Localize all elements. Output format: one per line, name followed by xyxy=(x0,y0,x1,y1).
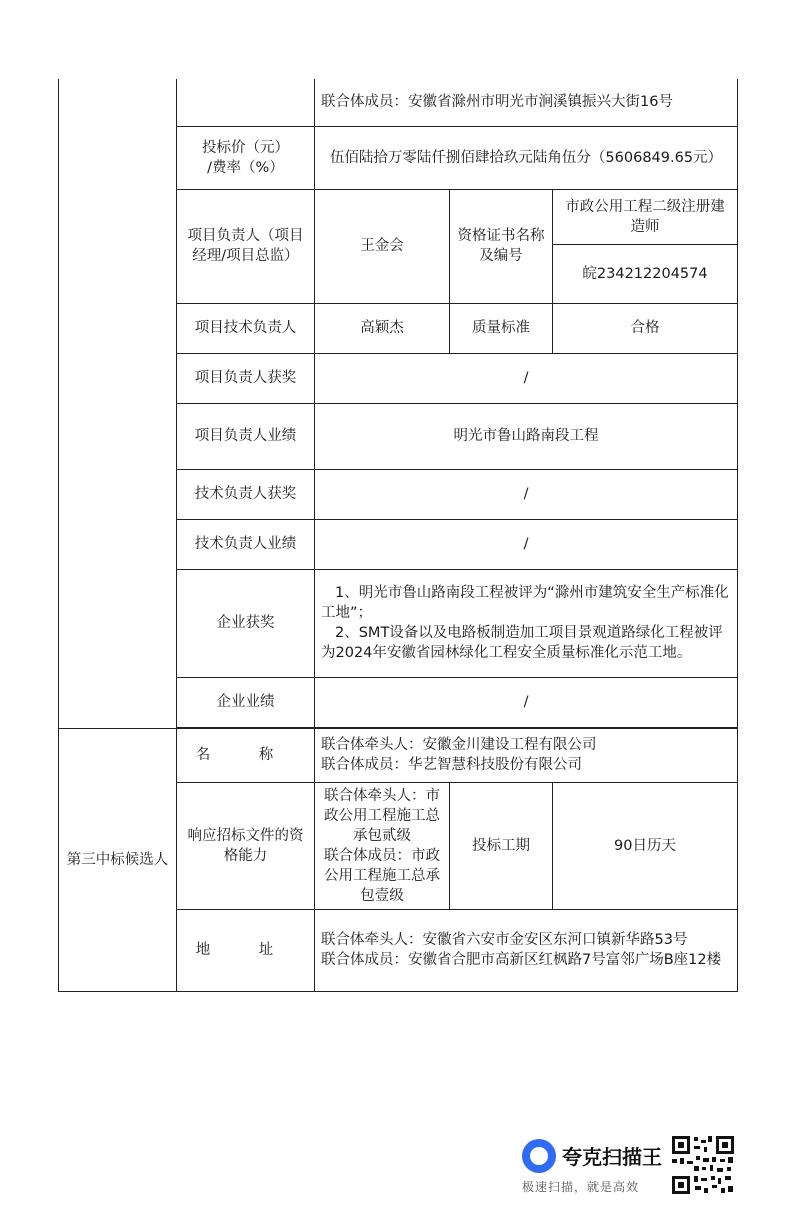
second-candidate-label-cell xyxy=(59,79,177,728)
qr-code-icon xyxy=(670,1134,736,1196)
address-value xyxy=(315,909,738,991)
enterprise-award-item: 1、明光市鲁山路南段工程被评为“滁州市建筑安全生产标准化工地”； xyxy=(321,585,729,621)
name-label: 名 称 xyxy=(177,728,315,782)
qualification-value: 联合体牵头人：市政公用工程施工总承包贰级 联合体成员：市政公用工程施工总承包壹级 xyxy=(315,782,450,909)
cert-label: 资格证书名称及编号 xyxy=(450,189,553,303)
third-candidate-label: 第三中标候选人 xyxy=(59,728,177,991)
pm-name: 王金会 xyxy=(315,189,450,303)
cert-number: 皖234212204574 xyxy=(553,244,738,303)
tech-performance-value: / xyxy=(315,519,738,569)
bid-candidate-table xyxy=(58,79,738,992)
name-value xyxy=(315,728,738,782)
enterprise-performance-label: 企业业绩 xyxy=(177,677,315,727)
lead-company-name: 联合体牵头人：安徽金川建设工程有限公司 xyxy=(321,737,597,753)
tech-award-value: / xyxy=(315,469,738,519)
scanner-slogan: 极速扫描，就是高效 xyxy=(522,1180,640,1194)
lead-address: 联合体牵头人：安徽省六安市金安区东河口镇新华路53号 xyxy=(321,932,688,948)
enterprise-award-value xyxy=(315,569,738,677)
address-label: 地 址 xyxy=(177,909,315,991)
member-company-name: 联合体成员：华艺智慧科技股份有限公司 xyxy=(321,757,582,773)
enterprise-award-item: 2、SMT设备以及电路板制造加工项目景观道路绿化工程被评为2024年安徽省园林绿化工程安全质量标准化示范工地。 xyxy=(321,625,723,661)
tech-lead-label: 项目技术负责人 xyxy=(177,303,315,353)
qualification-label: 响应招标文件的资格能力 xyxy=(177,782,315,909)
pm-performance-value: 明光市鲁山路南段工程 xyxy=(315,403,738,469)
tech-lead-name: 高颖杰 xyxy=(315,303,450,353)
pm-award-label: 项目负责人获奖 xyxy=(177,353,315,403)
pm-performance-label: 项目负责人业绩 xyxy=(177,403,315,469)
bid-price-label: 投标价（元） /费率（%） xyxy=(177,126,315,189)
empty-label-cell xyxy=(177,79,315,126)
quality-label: 质量标准 xyxy=(450,303,553,353)
member-address-top: 联合体成员：安徽省滁州市明光市涧溪镇振兴大街16号 xyxy=(315,79,738,126)
tech-award-label: 技术负责人获奖 xyxy=(177,469,315,519)
tech-performance-label: 技术负责人业绩 xyxy=(177,519,315,569)
quality-value: 合格 xyxy=(553,303,738,353)
scanner-logo-icon xyxy=(522,1139,556,1173)
cert-name: 市政公用工程二级注册建造师 xyxy=(553,189,738,244)
scanner-watermark xyxy=(522,1138,672,1194)
scanner-brand: 夸克扫描王 xyxy=(562,1145,662,1169)
bid-period-label: 投标工期 xyxy=(450,782,553,909)
enterprise-performance-value: / xyxy=(315,677,738,727)
pm-award-value: / xyxy=(315,353,738,403)
pm-label: 项目负责人（项目经理/项目总监） xyxy=(177,189,315,303)
enterprise-award-label: 企业获奖 xyxy=(177,569,315,677)
bid-price-value: 伍佰陆拾万零陆仟捌佰肆拾玖元陆角伍分（5606849.65元） xyxy=(315,126,738,189)
member-address: 联合体成员：安徽省合肥市高新区红枫路7号富邻广场B座12楼 xyxy=(321,952,722,968)
bid-period-value: 90日历天 xyxy=(553,782,738,909)
